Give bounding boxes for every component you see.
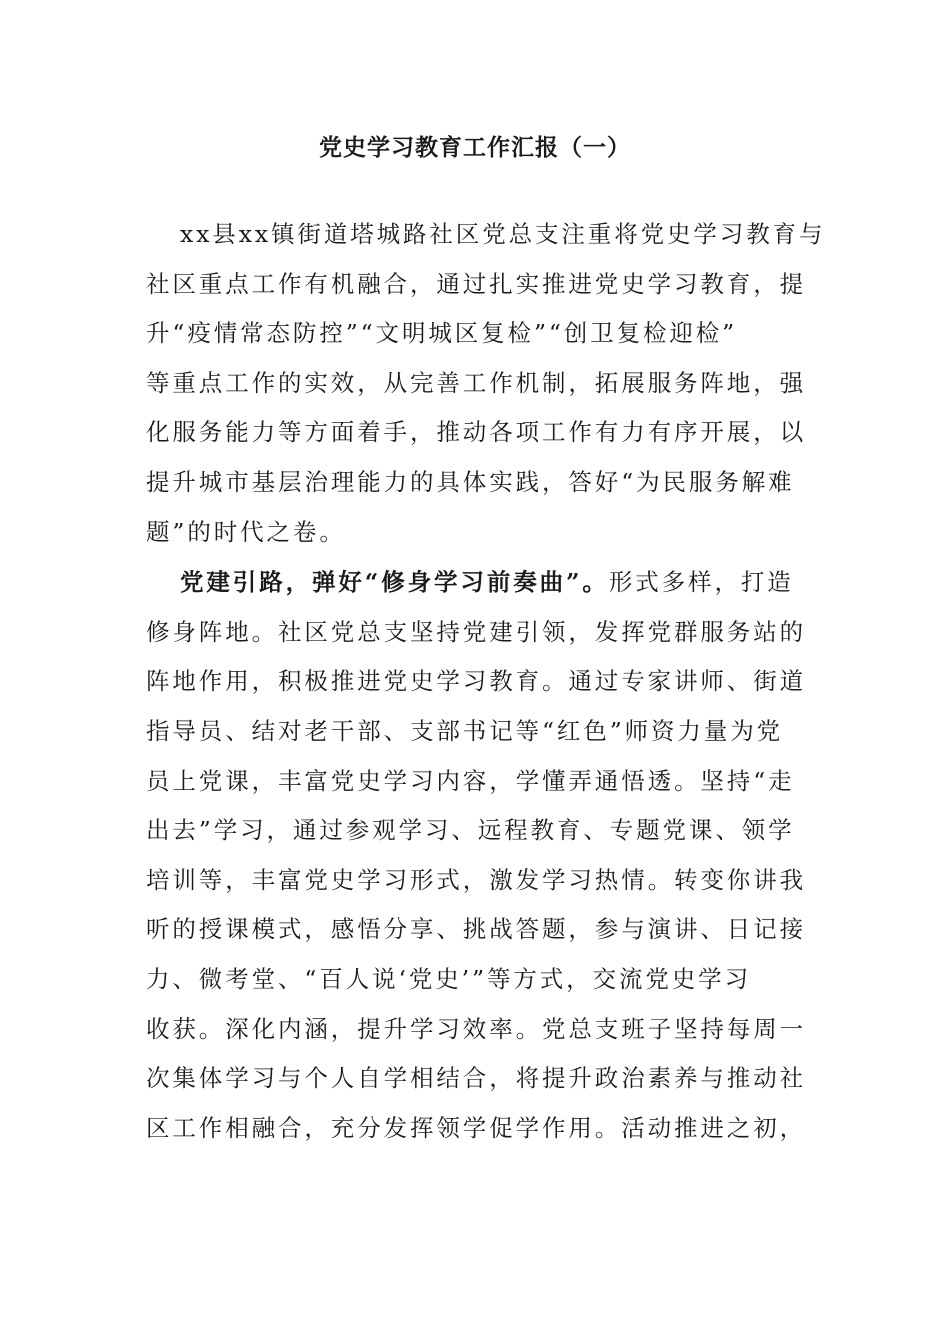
heading-line-rest: 形式多样，打造 bbox=[608, 568, 794, 597]
text-line: 次集体学习与个人自学相结合，将提升政治素养与推动社 bbox=[146, 1064, 806, 1093]
paragraph-intro bbox=[146, 210, 826, 557]
text-line: 出去”学习，通过参观学习、远程教育、专题党课、领学 bbox=[146, 816, 795, 845]
section-heading: 党建引路，弹好“修身学习前奏曲”。 bbox=[180, 568, 609, 597]
text-line: 指导员、结对老干部、支部书记等“红色”师资力量为党 bbox=[146, 716, 784, 745]
text-line: 等重点工作的实效，从完善工作机制，拓展服务阵地，强 bbox=[146, 368, 806, 397]
text-line: 阵地作用，积极推进党史学习教育。通过专家讲师、街道 bbox=[146, 667, 806, 696]
text-line: 化服务能力等方面着手，推动各项工作有力有序开展，以 bbox=[146, 418, 806, 447]
text-line: 提升城市基层治理能力的具体实践，答好“为民服务解难 bbox=[146, 467, 795, 496]
text-line: 题”的时代之卷。 bbox=[146, 517, 346, 546]
text-line: 升“疫情常态防控”“文明城区复检”“创卫复检迎检” bbox=[146, 319, 738, 348]
text-line: 培训等，丰富党史学习形式，激发学习热情。转变你讲我 bbox=[146, 865, 806, 894]
text-line: 区工作相融合，充分发挥领学促学作用。活动推进之初， bbox=[146, 1113, 806, 1142]
text-line: 力、微考堂、“百人说‘党史’”等方式，交流党史学习 bbox=[146, 964, 751, 993]
text-line bbox=[146, 558, 808, 608]
text-line: 听的授课模式，感悟分享、挑战答题，参与演讲、日记接 bbox=[146, 915, 806, 944]
paragraph-party-building bbox=[146, 558, 808, 1153]
text-line: 收获。深化内涵，提升学习效率。党总支班子坚持每周一 bbox=[146, 1014, 806, 1043]
document-body bbox=[146, 210, 826, 1153]
text-line: 社区重点工作有机融合，通过扎实推进党史学习教育，提 bbox=[146, 269, 806, 298]
text-line: xx县xx镇街道塔城路社区党总支注重将党史学习教育与 bbox=[180, 220, 826, 248]
text-line: 修身阵地。社区党总支坚持党建引领，发挥党群服务站的 bbox=[146, 617, 806, 646]
text-line: 员上党课，丰富党史学习内容，学懂弄通悟透。坚持“走 bbox=[146, 766, 795, 795]
document-title: 党史学习教育工作汇报（一） bbox=[319, 134, 631, 161]
